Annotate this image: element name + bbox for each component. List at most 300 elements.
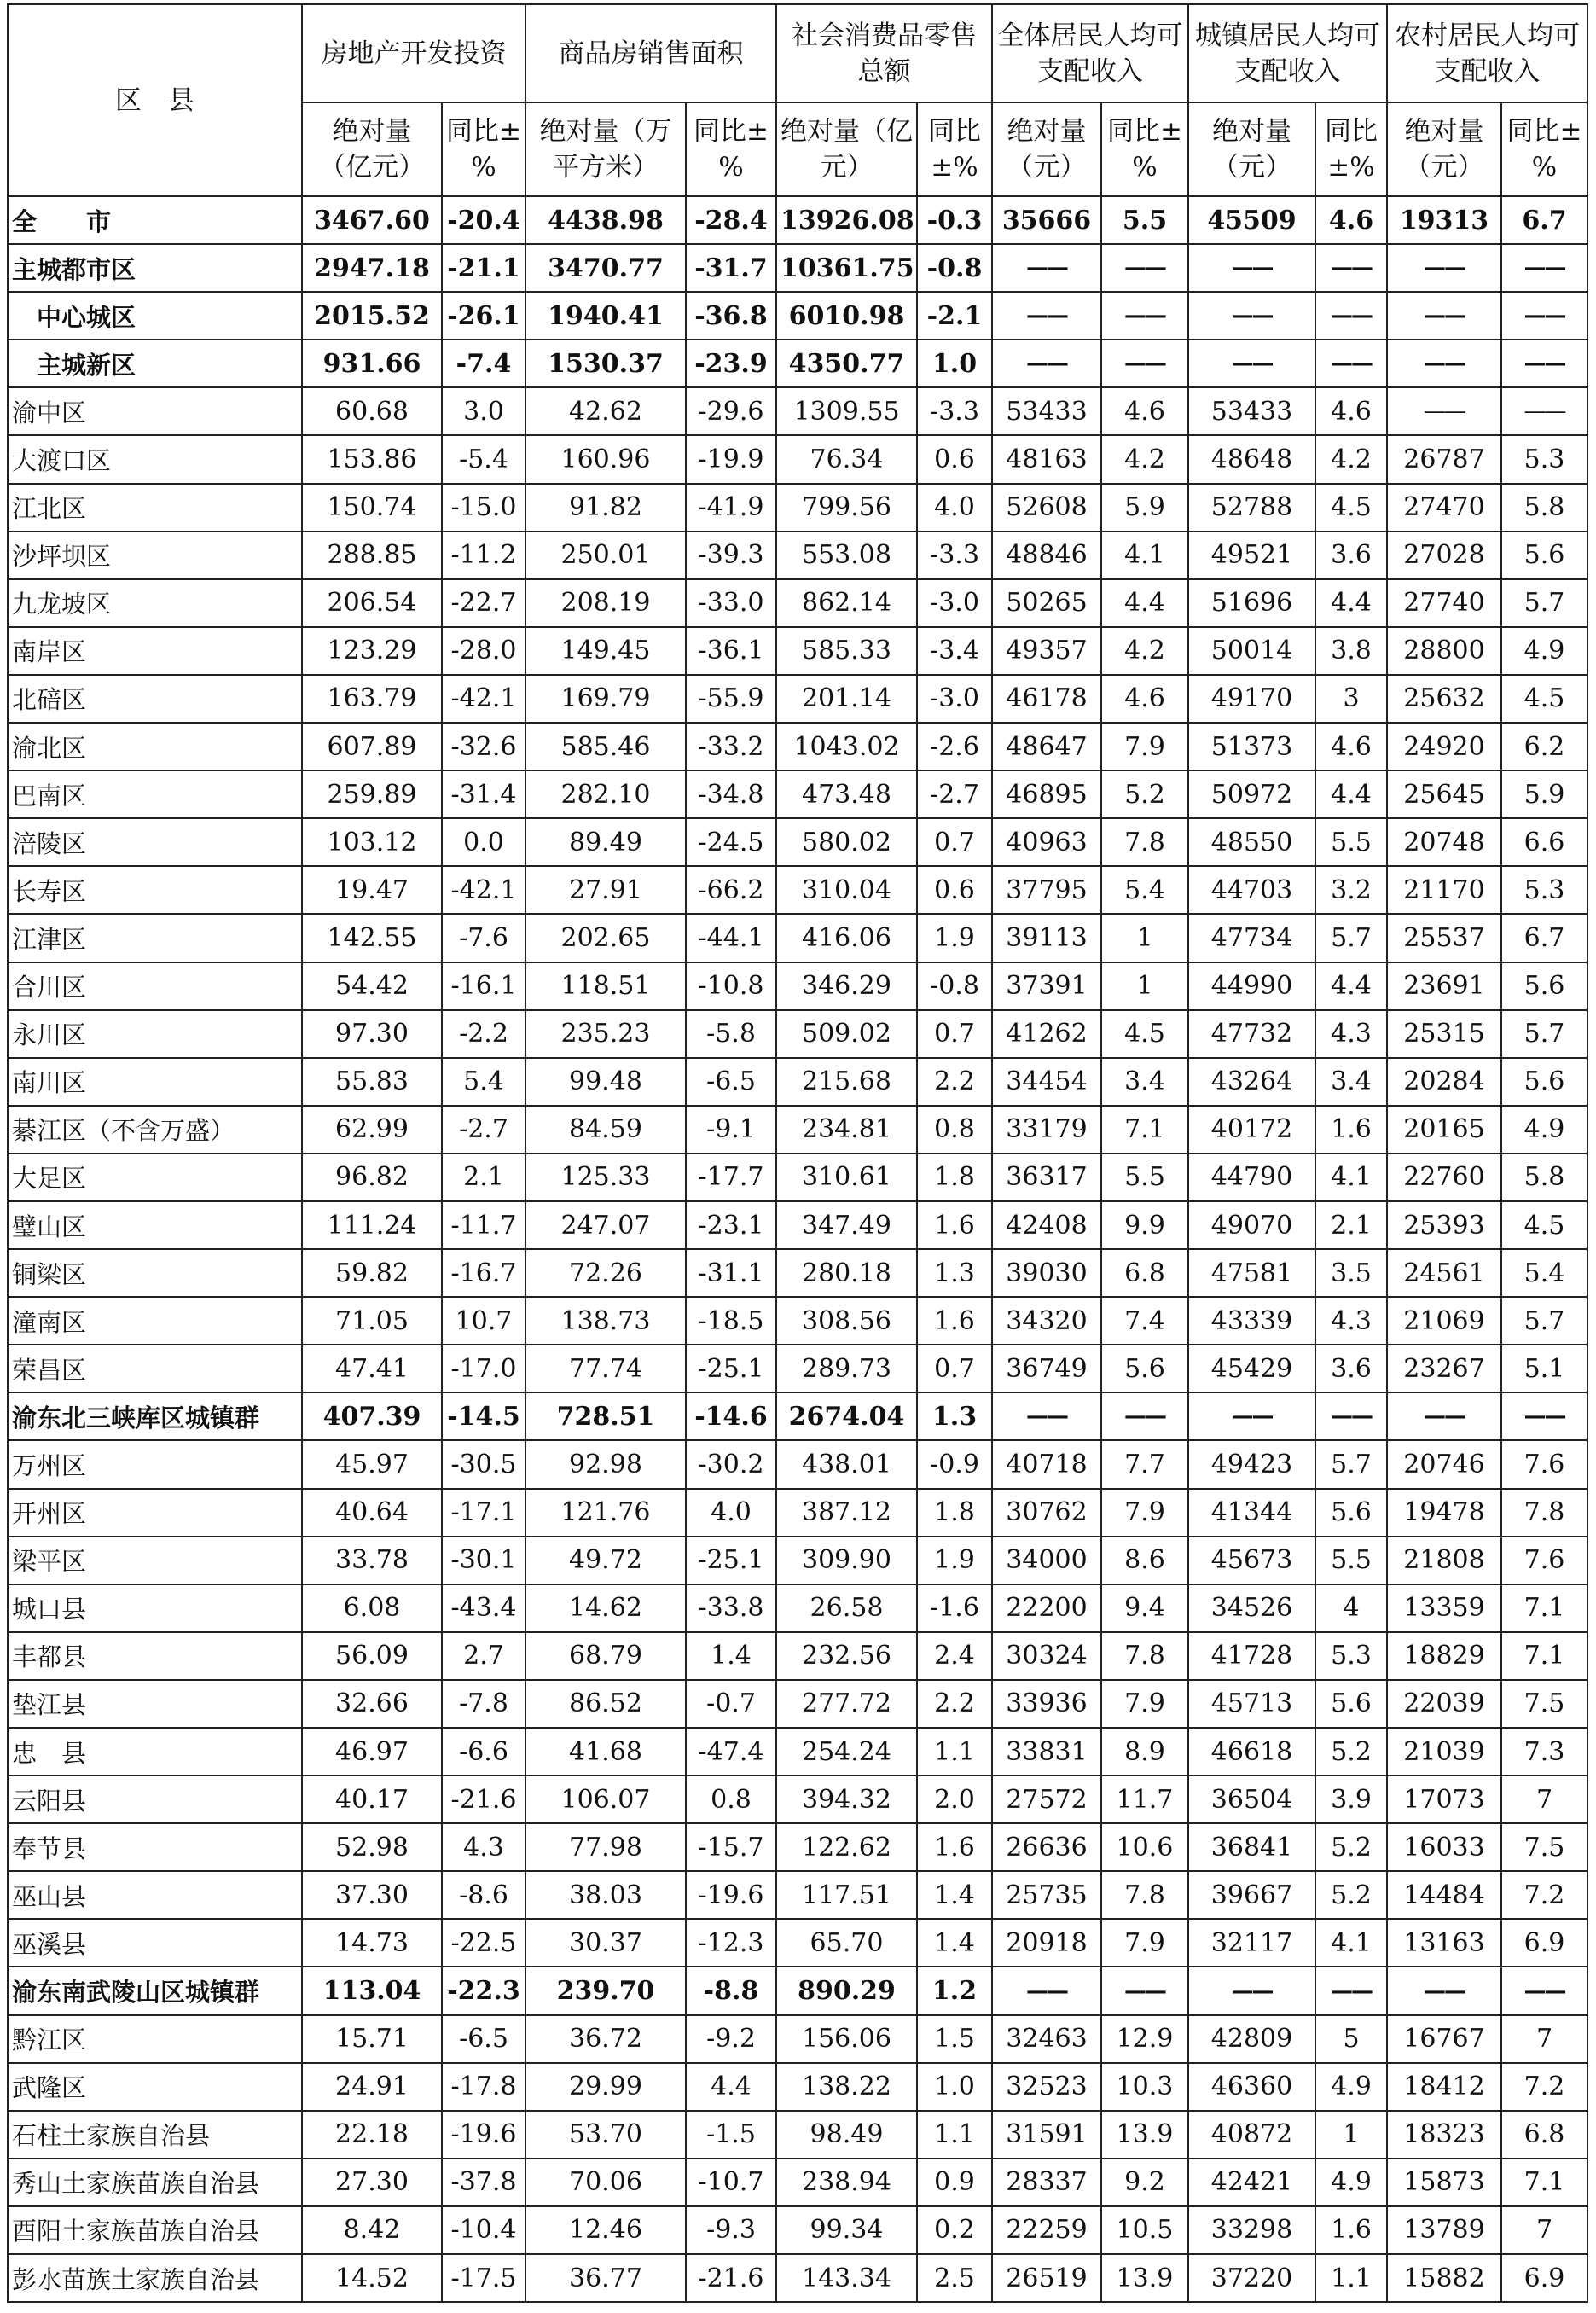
value-cell: -25.1 [686, 1345, 776, 1392]
value-cell: 24920 [1387, 723, 1501, 770]
table-row [8, 1058, 1587, 1106]
value-cell: 22200 [992, 1584, 1101, 1632]
value-cell: 11.7 [1101, 1775, 1188, 1823]
value-cell: 4.2 [1101, 435, 1188, 483]
value-cell: —— [1315, 292, 1387, 340]
value-cell: 40.64 [302, 1489, 442, 1537]
value-cell: 22259 [992, 2206, 1101, 2254]
value-cell: 5.6 [1501, 532, 1587, 579]
value-cell: -21.1 [442, 244, 525, 292]
region-name-cell: 江津区 [8, 914, 302, 962]
table-row [8, 1537, 1587, 1584]
value-cell: 111.24 [302, 1201, 442, 1249]
value-cell: 4.4 [1315, 962, 1387, 1010]
region-name-cell: 酉阳土家族苗族自治县 [8, 2206, 302, 2254]
value-cell: 8.9 [1101, 1728, 1188, 1775]
value-cell: 44990 [1188, 962, 1315, 1010]
sub-header: 绝对量（元） [1387, 102, 1501, 196]
region-name-cell: 江北区 [8, 484, 302, 532]
value-cell: 0.6 [917, 435, 992, 483]
value-cell: 39030 [992, 1249, 1101, 1297]
value-cell: —— [1387, 244, 1501, 292]
table-row [8, 1775, 1587, 1823]
value-cell: 259.89 [302, 770, 442, 818]
table-row [8, 1919, 1587, 1967]
value-cell: 53433 [992, 387, 1101, 435]
value-cell: 0.7 [917, 1345, 992, 1392]
value-cell: 7.1 [1501, 2159, 1587, 2206]
statistics-table [7, 3, 1588, 2303]
value-cell: 113.04 [302, 1967, 442, 2014]
value-cell: -33.2 [686, 723, 776, 770]
value-cell: 5.8 [1501, 484, 1587, 532]
value-cell: 2.0 [917, 1775, 992, 1823]
value-cell: —— [992, 340, 1101, 387]
value-cell: 5.2 [1315, 1871, 1387, 1919]
table-body [8, 196, 1587, 2302]
value-cell: 1 [1101, 962, 1188, 1010]
value-cell: -16.7 [442, 1249, 525, 1297]
value-cell: -10.4 [442, 2206, 525, 2254]
table-row [8, 1967, 1587, 2014]
value-cell: -55.9 [686, 675, 776, 723]
value-cell: 1.6 [917, 1201, 992, 1249]
value-cell: 238.94 [776, 2159, 917, 2206]
region-name-cell: 梁平区 [8, 1537, 302, 1584]
value-cell: 42.62 [525, 387, 686, 435]
value-cell: 54.42 [302, 962, 442, 1010]
value-cell: 27572 [992, 1775, 1101, 1823]
value-cell: 4.1 [1315, 1919, 1387, 1967]
region-header: 区 县 [8, 4, 302, 196]
value-cell: 36.77 [525, 2254, 686, 2302]
value-cell: -10.8 [686, 962, 776, 1010]
region-name-cell: 中心城区 [8, 292, 302, 340]
value-cell: 5.9 [1501, 770, 1587, 818]
value-cell: -0.9 [917, 1440, 992, 1488]
value-cell: 5.7 [1501, 1010, 1587, 1058]
value-cell: 1043.02 [776, 723, 917, 770]
value-cell: —— [992, 1967, 1101, 2014]
value-cell: 7.5 [1501, 1823, 1587, 1871]
value-cell: 77.74 [525, 1345, 686, 1392]
value-cell: -20.4 [442, 196, 525, 244]
value-cell: 4.2 [1101, 627, 1188, 675]
value-cell: 10.3 [1101, 2063, 1188, 2111]
value-cell: —— [1501, 1967, 1587, 2014]
value-cell: 22.18 [302, 2111, 442, 2159]
value-cell: 26636 [992, 1823, 1101, 1871]
table-row [8, 1154, 1587, 1201]
value-cell: 46618 [1188, 1728, 1315, 1775]
value-cell: —— [1101, 244, 1188, 292]
value-cell: 5.6 [1101, 1345, 1188, 1392]
region-name-cell: 沙坪坝区 [8, 532, 302, 579]
value-cell: 38.03 [525, 1871, 686, 1919]
value-cell: 10361.75 [776, 244, 917, 292]
value-cell: 7.2 [1501, 2063, 1587, 2111]
region-name-cell: 巫山县 [8, 1871, 302, 1919]
region-name-cell: 大足区 [8, 1154, 302, 1201]
value-cell: 6010.98 [776, 292, 917, 340]
value-cell: 7.7 [1101, 1440, 1188, 1488]
value-cell: —— [1501, 292, 1587, 340]
value-cell: 1.6 [917, 1823, 992, 1871]
value-cell: 0.7 [917, 1010, 992, 1058]
value-cell: 123.29 [302, 627, 442, 675]
value-cell: 1.6 [1315, 1106, 1387, 1154]
value-cell: 1.2 [917, 1967, 992, 2014]
value-cell: 27.30 [302, 2159, 442, 2206]
value-cell: 2.4 [917, 1632, 992, 1680]
table-row [8, 196, 1587, 244]
value-cell: 1.1 [917, 1728, 992, 1775]
value-cell: -30.1 [442, 1537, 525, 1584]
value-cell: 40.17 [302, 1775, 442, 1823]
sub-header: 同比±% [1101, 102, 1188, 196]
value-cell: -33.0 [686, 579, 776, 627]
table-row [8, 2159, 1587, 2206]
value-cell: 10.6 [1101, 1823, 1188, 1871]
value-cell: 4.4 [686, 2063, 776, 2111]
value-cell: 45429 [1188, 1345, 1315, 1392]
value-cell: 5.2 [1101, 770, 1188, 818]
value-cell: 8.6 [1101, 1537, 1188, 1584]
value-cell: 5.7 [1315, 1440, 1387, 1488]
value-cell: 1.4 [917, 1871, 992, 1919]
value-cell: 7.8 [1101, 818, 1188, 866]
region-name-cell: 北碚区 [8, 675, 302, 723]
value-cell: 4.6 [1315, 387, 1387, 435]
value-cell: 0.0 [442, 818, 525, 866]
region-name-cell: 黔江区 [8, 2015, 302, 2063]
value-cell: 10.7 [442, 1297, 525, 1345]
region-name-cell: 渝北区 [8, 723, 302, 770]
group-header: 房地产开发投资 [302, 4, 525, 102]
sub-header: 绝对量（亿元） [302, 102, 442, 196]
region-name-cell: 秀山土家族苗族自治县 [8, 2159, 302, 2206]
value-cell: 33831 [992, 1728, 1101, 1775]
value-cell: -33.8 [686, 1584, 776, 1632]
value-cell: -17.8 [442, 2063, 525, 2111]
value-cell: -3.0 [917, 675, 992, 723]
value-cell: 553.08 [776, 532, 917, 579]
value-cell: 22039 [1387, 1680, 1501, 1728]
value-cell: —— [1188, 340, 1315, 387]
value-cell: -36.8 [686, 292, 776, 340]
value-cell: 47.41 [302, 1345, 442, 1392]
value-cell: 4.6 [1101, 675, 1188, 723]
value-cell: 7.8 [1501, 1489, 1587, 1537]
value-cell: 239.70 [525, 1967, 686, 2014]
value-cell: 160.96 [525, 435, 686, 483]
value-cell: 138.73 [525, 1297, 686, 1345]
value-cell: 138.22 [776, 2063, 917, 2111]
value-cell: 26.58 [776, 1584, 917, 1632]
value-cell: 59.82 [302, 1249, 442, 1297]
value-cell: —— [992, 1392, 1101, 1440]
value-cell: 310.04 [776, 866, 917, 914]
value-cell: 15882 [1387, 2254, 1501, 2302]
value-cell: 121.76 [525, 1489, 686, 1537]
value-cell: -19.6 [442, 2111, 525, 2159]
value-cell: 163.79 [302, 675, 442, 723]
value-cell: 48846 [992, 532, 1101, 579]
value-cell: 7.9 [1101, 1919, 1188, 1967]
value-cell: 14.52 [302, 2254, 442, 2302]
value-cell: 16767 [1387, 2015, 1501, 2063]
region-name-cell: 忠 县 [8, 1728, 302, 1775]
value-cell: 32463 [992, 2015, 1101, 2063]
value-cell: 1.9 [917, 1537, 992, 1584]
region-name-cell: 巫溪县 [8, 1919, 302, 1967]
table-row [8, 1632, 1587, 1680]
value-cell: -43.4 [442, 1584, 525, 1632]
value-cell: 13.9 [1101, 2111, 1188, 2159]
value-cell: 34526 [1188, 1584, 1315, 1632]
value-cell: —— [1188, 292, 1315, 340]
value-cell: —— [1101, 1967, 1188, 2014]
value-cell: 169.79 [525, 675, 686, 723]
value-cell: 25735 [992, 1871, 1101, 1919]
value-cell: 4.4 [1101, 579, 1188, 627]
value-cell: 1309.55 [776, 387, 917, 435]
value-cell: 46178 [992, 675, 1101, 723]
value-cell: 21170 [1387, 866, 1501, 914]
value-cell: 99.48 [525, 1058, 686, 1106]
value-cell: 13359 [1387, 1584, 1501, 1632]
value-cell: 36749 [992, 1345, 1101, 1392]
value-cell: -2.7 [917, 770, 992, 818]
value-cell: 153.86 [302, 435, 442, 483]
value-cell: 5.4 [442, 1058, 525, 1106]
value-cell: 7.4 [1101, 1297, 1188, 1345]
value-cell: 5.2 [1315, 1728, 1387, 1775]
value-cell: 18829 [1387, 1632, 1501, 1680]
value-cell: -17.5 [442, 2254, 525, 2302]
value-cell: -6.6 [442, 1728, 525, 1775]
value-cell: 3.2 [1315, 866, 1387, 914]
value-cell: -8.8 [686, 1967, 776, 2014]
value-cell: 4.5 [1501, 675, 1587, 723]
value-cell: -3.0 [917, 579, 992, 627]
region-name-cell: 开州区 [8, 1489, 302, 1537]
value-cell: 4.4 [1315, 770, 1387, 818]
value-cell: -28.4 [686, 196, 776, 244]
value-cell: 50014 [1188, 627, 1315, 675]
value-cell: 4.1 [1315, 1154, 1387, 1201]
value-cell: 890.29 [776, 1967, 917, 2014]
value-cell: -15.0 [442, 484, 525, 532]
region-name-cell: 垫江县 [8, 1680, 302, 1728]
value-cell: 5 [1315, 2015, 1387, 2063]
table-row [8, 387, 1587, 435]
value-cell: 28337 [992, 2159, 1101, 2206]
value-cell: 2.7 [442, 1632, 525, 1680]
value-cell: -37.8 [442, 2159, 525, 2206]
value-cell: 44790 [1188, 1154, 1315, 1201]
value-cell: 347.49 [776, 1201, 917, 1249]
value-cell: 407.39 [302, 1392, 442, 1440]
value-cell: 1.4 [686, 1632, 776, 1680]
value-cell: -21.6 [686, 2254, 776, 2302]
value-cell: 289.73 [776, 1345, 917, 1392]
value-cell: 4.2 [1315, 435, 1387, 483]
value-cell: -0.8 [917, 962, 992, 1010]
value-cell: —— [1387, 340, 1501, 387]
value-cell: 47581 [1188, 1249, 1315, 1297]
value-cell: -21.6 [442, 1775, 525, 1823]
value-cell: 5.6 [1501, 962, 1587, 1010]
table-row [8, 675, 1587, 723]
value-cell: -5.8 [686, 1010, 776, 1058]
region-name-cell: 丰都县 [8, 1632, 302, 1680]
value-cell: -34.8 [686, 770, 776, 818]
table-row [8, 1489, 1587, 1537]
value-cell: -5.4 [442, 435, 525, 483]
value-cell: 1.5 [917, 2015, 992, 2063]
value-cell: -8.6 [442, 1871, 525, 1919]
table-row [8, 292, 1587, 340]
value-cell: 9.4 [1101, 1584, 1188, 1632]
value-cell: 25537 [1387, 914, 1501, 962]
value-cell: 235.23 [525, 1010, 686, 1058]
value-cell: 56.09 [302, 1632, 442, 1680]
value-cell: -6.5 [686, 1058, 776, 1106]
value-cell: 26787 [1387, 435, 1501, 483]
value-cell: 48647 [992, 723, 1101, 770]
value-cell: 206.54 [302, 579, 442, 627]
value-cell: 125.33 [525, 1154, 686, 1201]
value-cell: -24.5 [686, 818, 776, 866]
value-cell: 4438.98 [525, 196, 686, 244]
value-cell: 32117 [1188, 1919, 1315, 1967]
value-cell: -66.2 [686, 866, 776, 914]
value-cell: 24561 [1387, 1249, 1501, 1297]
value-cell: 16033 [1387, 1823, 1501, 1871]
value-cell: 32.66 [302, 1680, 442, 1728]
value-cell: -3.3 [917, 387, 992, 435]
value-cell: 43339 [1188, 1297, 1315, 1345]
value-cell: 21808 [1387, 1537, 1501, 1584]
value-cell: 5.4 [1101, 866, 1188, 914]
value-cell: -17.1 [442, 1489, 525, 1537]
value-cell: 77.98 [525, 1823, 686, 1871]
value-cell: 27.91 [525, 866, 686, 914]
value-cell: 12.46 [525, 2206, 686, 2254]
value-cell: 3.6 [1315, 532, 1387, 579]
value-cell: 26519 [992, 2254, 1101, 2302]
value-cell: 142.55 [302, 914, 442, 962]
value-cell: 27470 [1387, 484, 1501, 532]
group-header: 全体居民人均可支配收入 [992, 4, 1188, 102]
value-cell: 55.83 [302, 1058, 442, 1106]
value-cell: 42408 [992, 1201, 1101, 1249]
value-cell: -42.1 [442, 675, 525, 723]
value-cell: 49423 [1188, 1440, 1315, 1488]
value-cell: 2.1 [442, 1154, 525, 1201]
region-name-cell: 云阳县 [8, 1775, 302, 1823]
value-cell: 36504 [1188, 1775, 1315, 1823]
region-name-cell: 武隆区 [8, 2063, 302, 2111]
value-cell: -30.5 [442, 1440, 525, 1488]
value-cell: 1.9 [917, 914, 992, 962]
value-cell: 232.56 [776, 1632, 917, 1680]
value-cell: 5.6 [1501, 1058, 1587, 1106]
value-cell: 9.2 [1101, 2159, 1188, 2206]
value-cell: -31.4 [442, 770, 525, 818]
table-row [8, 914, 1587, 962]
value-cell: -23.9 [686, 340, 776, 387]
value-cell: 28800 [1387, 627, 1501, 675]
value-cell: 7.6 [1501, 1440, 1587, 1488]
value-cell: -7.4 [442, 340, 525, 387]
value-cell: -32.6 [442, 723, 525, 770]
value-cell: 25393 [1387, 1201, 1501, 1249]
region-name-cell: 巴南区 [8, 770, 302, 818]
table-row [8, 1297, 1587, 1345]
value-cell: —— [1387, 292, 1501, 340]
value-cell: 84.59 [525, 1106, 686, 1154]
value-cell: 46.97 [302, 1728, 442, 1775]
value-cell: 1.4 [917, 1919, 992, 1967]
value-cell: 4.0 [686, 1489, 776, 1537]
value-cell: 20918 [992, 1919, 1101, 1967]
value-cell: 5.5 [1101, 196, 1188, 244]
value-cell: 4.5 [1501, 1201, 1587, 1249]
value-cell: 607.89 [302, 723, 442, 770]
sub-header: 绝对量（万平方米） [525, 102, 686, 196]
sub-header: 绝对量（元） [1188, 102, 1315, 196]
value-cell: 37795 [992, 866, 1101, 914]
value-cell: -14.5 [442, 1392, 525, 1440]
value-cell: —— [992, 292, 1101, 340]
value-cell: 22760 [1387, 1154, 1501, 1201]
value-cell: 68.79 [525, 1632, 686, 1680]
value-cell: 17073 [1387, 1775, 1501, 1823]
value-cell: -22.7 [442, 579, 525, 627]
value-cell: -19.6 [686, 1871, 776, 1919]
value-cell: 33179 [992, 1106, 1101, 1154]
value-cell: 42809 [1188, 2015, 1315, 2063]
value-cell: 41728 [1188, 1632, 1315, 1680]
region-name-cell: 渝东北三峡库区城镇群 [8, 1392, 302, 1440]
value-cell: 47734 [1188, 914, 1315, 962]
value-cell: 39667 [1188, 1871, 1315, 1919]
region-name-cell: 永川区 [8, 1010, 302, 1058]
table-row [8, 484, 1587, 532]
value-cell: 1.1 [917, 2111, 992, 2159]
value-cell: 5.3 [1315, 1632, 1387, 1680]
value-cell: 2.5 [917, 2254, 992, 2302]
value-cell: 72.26 [525, 1249, 686, 1297]
value-cell: 33.78 [302, 1537, 442, 1584]
value-cell: -7.6 [442, 914, 525, 962]
value-cell: 19.47 [302, 866, 442, 914]
value-cell: 98.49 [776, 2111, 917, 2159]
value-cell: 201.14 [776, 675, 917, 723]
value-cell: 32523 [992, 2063, 1101, 2111]
value-cell: 1.3 [917, 1392, 992, 1440]
value-cell: 31591 [992, 2111, 1101, 2159]
value-cell: 50972 [1188, 770, 1315, 818]
value-cell: 37220 [1188, 2254, 1315, 2302]
value-cell: 41344 [1188, 1489, 1315, 1537]
value-cell: -1.6 [917, 1584, 992, 1632]
value-cell: -31.7 [686, 244, 776, 292]
value-cell: 862.14 [776, 579, 917, 627]
value-cell: 4.1 [1101, 532, 1188, 579]
